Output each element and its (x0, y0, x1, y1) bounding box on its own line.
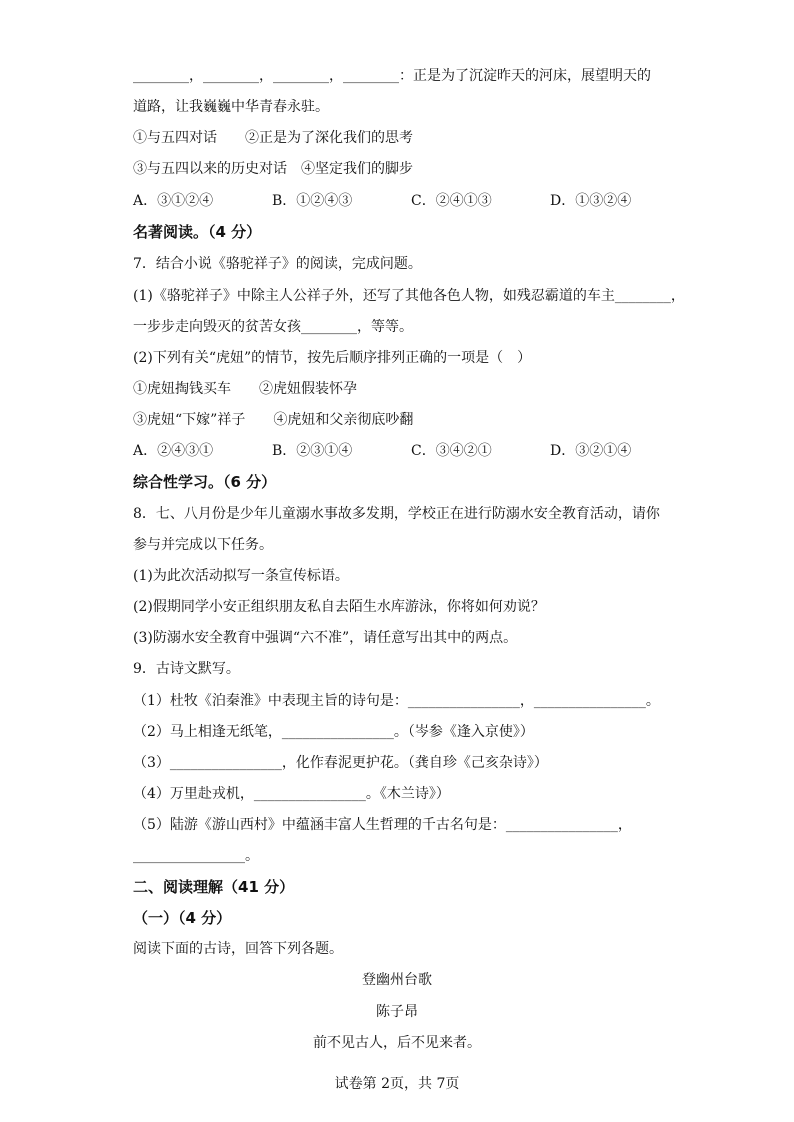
q6-option-a: A．③①②④ (133, 193, 214, 209)
q8-stem-2: 参与并完成以下任务。 (133, 537, 273, 553)
q6-items-2: ③与五四以来的历史对话 ④坚定我们的脚步 (133, 161, 413, 177)
q9-line-2: （2）马上相逢无纸笔，________________。（岑参《逢入京使》） (133, 724, 534, 740)
q9-line-4: （4）万里赴戎机，________________。《木兰诗》） (133, 786, 450, 802)
q8-stem-1: 8．七、八月份是少年儿童溺水事故多发期，学校正在进行防溺水安全教育活动，请你 (133, 506, 660, 522)
q7-part2: (2)下列有关“虎妞”的情节，按先后顺序排列正确的一项是（ ） (133, 350, 532, 366)
reading-instruction: 阅读下面的古诗，回答下列各题。 (133, 941, 343, 957)
q7-part1-b: 一步步走向毁灭的贫苦女孩________，等等。 (133, 319, 413, 335)
q8-part3: (3)防溺水安全教育中强调“六不准”，请任意写出其中的两点。 (133, 630, 518, 646)
q9-line-1: （1）杜牧《泊秦淮》中表现主旨的诗句是：________________，________________。 (133, 693, 660, 709)
q7-option-b: B．②③①④ (272, 443, 353, 459)
q8-part1: (1)为此次活动拟写一条宣传标语。 (133, 568, 349, 584)
section-heading-mingzhu: 名著阅读。（4 分） (133, 223, 262, 241)
subsection-heading-1: （一）（4 分） (133, 909, 232, 927)
section-heading-zonghe: 综合性学习。（6 分） (133, 473, 277, 491)
q7-items-1: ①虎妞掏钱买车 ②虎妞假装怀孕 (133, 381, 357, 397)
q9-stem: 9．古诗文默写。 (133, 661, 240, 677)
q6-line-2: 道路，让我巍巍中华青春永驻。 (133, 99, 329, 115)
q6-items-1: ①与五四对话 ②正是为了深化我们的思考 (133, 130, 413, 146)
page-footer: 试卷第 2页，共 7页 (334, 1076, 460, 1092)
q7-stem: 7．结合小说《骆驼祥子》的阅读，完成问题。 (133, 256, 422, 272)
q6-option-c: C．②④①③ (411, 193, 492, 209)
poem-title: 登幽州台歌 (362, 972, 432, 988)
q6-option-b: B．①②④③ (272, 193, 353, 209)
section-heading-reading: 二、阅读理解（41 分） (133, 878, 295, 896)
q7-part1-a: (1)《骆驼祥子》中除主人公祥子外，还写了其他各色人物，如残忍霸道的车主________， (133, 288, 685, 304)
q7-option-c: C．③④②① (411, 443, 492, 459)
q7-items-2: ③虎妞“下嫁”祥子 ④虎妞和父亲彻底吵翻 (133, 412, 414, 428)
q7-option-d: D．③②①④ (550, 443, 632, 459)
q9-line-6: ________________。 (133, 848, 259, 864)
q8-part2: (2)假期同学小安正组织朋友私自去陌生水库游泳，你将如何劝说？ (133, 599, 545, 615)
q9-line-5: （5）陆游《游山西村》中蕴涵丰富人生哲理的千古名句是：________________， (133, 817, 632, 833)
poem-line-1: 前不见古人，后不见来者。 (313, 1035, 481, 1051)
q6-line-1: ________，________，________，________：正是为了沉淀昨天的河床，展望明天的 (133, 68, 651, 84)
poem-author: 陈子昂 (376, 1004, 418, 1020)
q9-line-3: （3）________________，化作春泥更护花。（龚自珍《己亥杂诗》） (133, 755, 548, 771)
q7-option-a: A．②④③① (133, 443, 214, 459)
q6-option-d: D．①③②④ (550, 193, 632, 209)
